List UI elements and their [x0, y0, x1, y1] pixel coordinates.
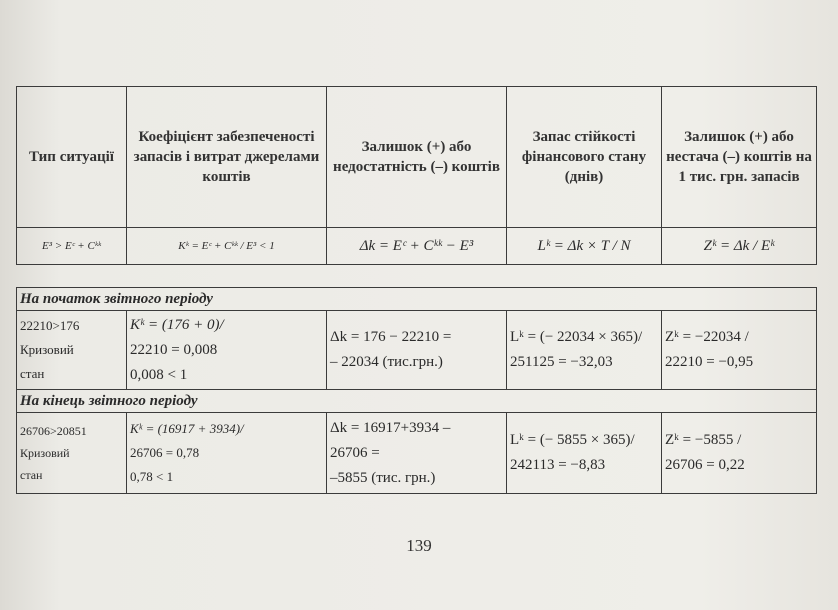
header-per-thousand: Залишок (+) або нестача (–) коштів на 1 тис. грн. запасів [662, 87, 817, 228]
cell-stability-start: Lᵏ = (− 22034 × 365)/ 251125 = −32,03 [507, 311, 662, 390]
cell-type-start: 22210>176 Кризовий стан [17, 311, 127, 390]
cell-coef-end: Kᵏ = (16917 + 3934)/ 26706 = 0,78 0,78 < 1 [127, 413, 327, 494]
formula-per-thousand: Zᵏ = Δk / Eᵏ [662, 228, 817, 265]
header-coefficient: Коефіцієнт забезпеченості запасів і витрат джерелами коштів [127, 87, 327, 228]
cell-balance-end: Δk = 16917+3934 – 26706 = –5855 (тис. грн.) [327, 413, 507, 494]
formula-coefficient: Kᵏ = Eᶜ + Cᵏᵏ / E³ < 1 [127, 228, 327, 265]
section-title-end: На кінець звітного періоду [17, 390, 817, 413]
section-row-start [17, 288, 817, 311]
cell-per-thousand-end: Zᵏ = −5855 / 26706 = 0,22 [662, 413, 817, 494]
formula-stability: Lᵏ = Δk × T / N [507, 228, 662, 265]
formula-type: E³ > Eᶜ + Cᵏᵏ [17, 228, 127, 265]
financial-stability-table [16, 86, 817, 494]
page-number: 139 [406, 536, 432, 555]
table-row-start [17, 311, 817, 390]
cell-per-thousand-start: Zᵏ = −22034 / 22210 = −0,95 [662, 311, 817, 390]
formula-row [17, 228, 817, 265]
cell-type-end: 26706>20851 Кризовий стан [17, 413, 127, 494]
header-situation-type: Тип ситуації [17, 87, 127, 228]
spacer-row [17, 265, 817, 288]
header-balance: Залишок (+) або недостатність (–) коштів [327, 87, 507, 228]
cell-balance-start: Δk = 176 − 22210 = – 22034 (тис.грн.) [327, 311, 507, 390]
cell-coef-start: Kᵏ = (176 + 0)/ 22210 = 0,008 0,008 < 1 [127, 311, 327, 390]
cell-stability-end: Lᵏ = (− 5855 × 365)/ 242113 = −8,83 [507, 413, 662, 494]
formula-balance: Δk = Eᶜ + Cᵏᵏ − E³ [327, 228, 507, 265]
header-stability-reserve: Запас стійкості фінансового стану (днів) [507, 87, 662, 228]
table-row-end [17, 413, 817, 494]
spacer-cell [17, 265, 817, 288]
section-title-start: На початок звітного періоду [17, 288, 817, 311]
section-row-end [17, 390, 817, 413]
header-row [17, 87, 817, 228]
